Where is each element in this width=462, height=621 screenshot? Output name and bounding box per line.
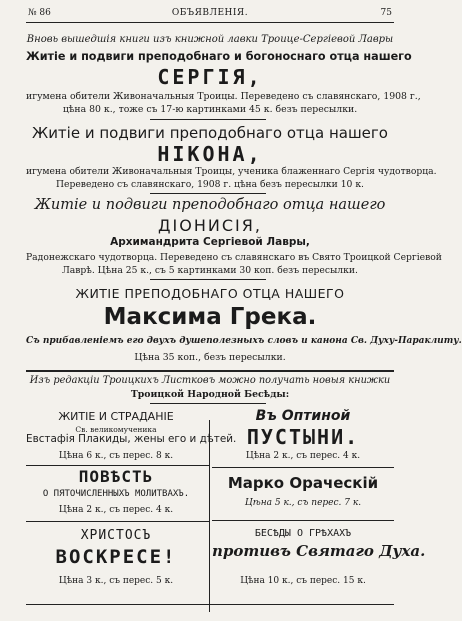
dionisiy-name: ДІОНИСІЯ, (158, 216, 262, 235)
povest-subtitle: О ПЯТОЧИСЛЕННЫХЪ МОЛИТВАХЪ. (42, 489, 190, 499)
besedy-title: противъ Святаго Духа. (212, 542, 426, 560)
povest-price: Цѣна 2 к., съ перес. 4 к. (58, 505, 174, 515)
marko-title: Марко Ораческій (227, 474, 379, 492)
besedy-heading: БЕСѢДЫ О ГРѢХАХЪ (254, 528, 352, 539)
issue-number: № 86 (28, 8, 51, 18)
eustathius-price: Цѣна 6 к., съ перес. 8 к. (58, 451, 174, 461)
separator (150, 119, 266, 120)
nikon-heading: Житіе и подвиги преподобнаго отца нашего (32, 124, 388, 142)
page-header (28, 8, 392, 20)
column-rule (26, 465, 209, 466)
sergiy-name: СЕРГІЯ, (157, 65, 263, 89)
section-rule (26, 370, 394, 372)
maxim-info: Съ прибавленіемъ его двухъ душеполезныхъ словъ и канона Св. Духу-Параклиту. (26, 336, 462, 346)
optina-title: ПУСТЫНИ. (246, 425, 360, 449)
page-title: ОБЪЯВЛЕНІЯ. (171, 8, 249, 18)
dionisiy-info-1: Радонежскаго чудотворца. Переведено съ славянскаго въ Свято Троицкой Сергіевой (26, 252, 442, 263)
maxim-name: Максима Грека. (103, 304, 317, 330)
dionisiy-info-2: Лаврѣ. Цѣна 25 к., съ 5 картинками 30 коп. безъ пересылки. (62, 265, 358, 276)
column-divider (209, 420, 210, 612)
column-rule (212, 520, 394, 521)
column-rule (212, 467, 394, 468)
eustathius-title: Евстафія Плакиды, жены его и дѣтей. (26, 433, 237, 445)
sergiy-info-2: цѣна 80 к., тоже съ 17-ю картинками 45 к. безъ пересылки. (62, 104, 358, 115)
intro-text: Вновь вышедшія книги изъ книжной лавки Троице-Сергіевой Лавры (26, 34, 394, 45)
nikon-name: НІКОНА, (157, 142, 263, 166)
sergiy-info-1: игумена обители Живоначальныя Троицы. Переведено съ славянскаго, 1908 г., (26, 91, 421, 102)
marko-price: Цѣна 5 к., съ перес. 7 к. (244, 498, 362, 508)
nikon-info-1: игумена обители Живоначальныя Троицы, ученика блаженнаго Сергія чудотворца. (26, 166, 437, 177)
separator (150, 193, 266, 194)
khristos-price: Цѣна 3 к., съ перес. 5 к. (58, 576, 174, 586)
eustathius-subtitle: Св. великомученика (75, 425, 157, 434)
maxim-price: Цѣна 35 коп., безъ пересылки. (134, 352, 286, 363)
dionisiy-title: Архимандрита Сергіевой Лавры, (110, 236, 310, 248)
bottom-intro-1: Изъ редакціи Троицкихъ Листковъ можно получать новыя книжки (29, 375, 391, 386)
dionisiy-heading: Житіе и подвиги преподобнаго отца нашего (34, 197, 386, 213)
maxim-heading: ЖИТІЕ ПРЕПОДОБНАГО ОТЦА НАШЕГО (75, 286, 345, 301)
bottom-intro-2: Троицкой Народной Бесѣды: (130, 389, 290, 400)
column-rule (26, 521, 209, 522)
optina-price: Цѣна 2 к., съ перес. 4 к. (245, 451, 361, 461)
besedy-price: Цѣна 10 к., съ перес. 15 к. (240, 576, 366, 586)
header-rule (26, 22, 394, 23)
separator (150, 279, 266, 280)
sergiy-heading: Житіе и подвиги преподобнаго и богоноснаго отца нашего (26, 50, 412, 63)
eustathius-heading: ЖИТІЕ И СТРАДАНІЕ (58, 410, 174, 423)
optina-heading: Въ Оптиной (255, 408, 351, 424)
khristos-heading: ХРИСТОСЪ (80, 528, 152, 543)
bottom-rule (26, 604, 394, 605)
page-number: 75 (380, 8, 392, 18)
povest-heading: ПОВѢСТЬ (78, 467, 154, 486)
voskrese-title: ВОСКРЕСЕ! (55, 546, 177, 568)
nikon-info-2: Переведено съ славянскаго, 1908 г. цѣна безъ пересылки 10 к. (56, 179, 364, 190)
separator (150, 403, 266, 404)
